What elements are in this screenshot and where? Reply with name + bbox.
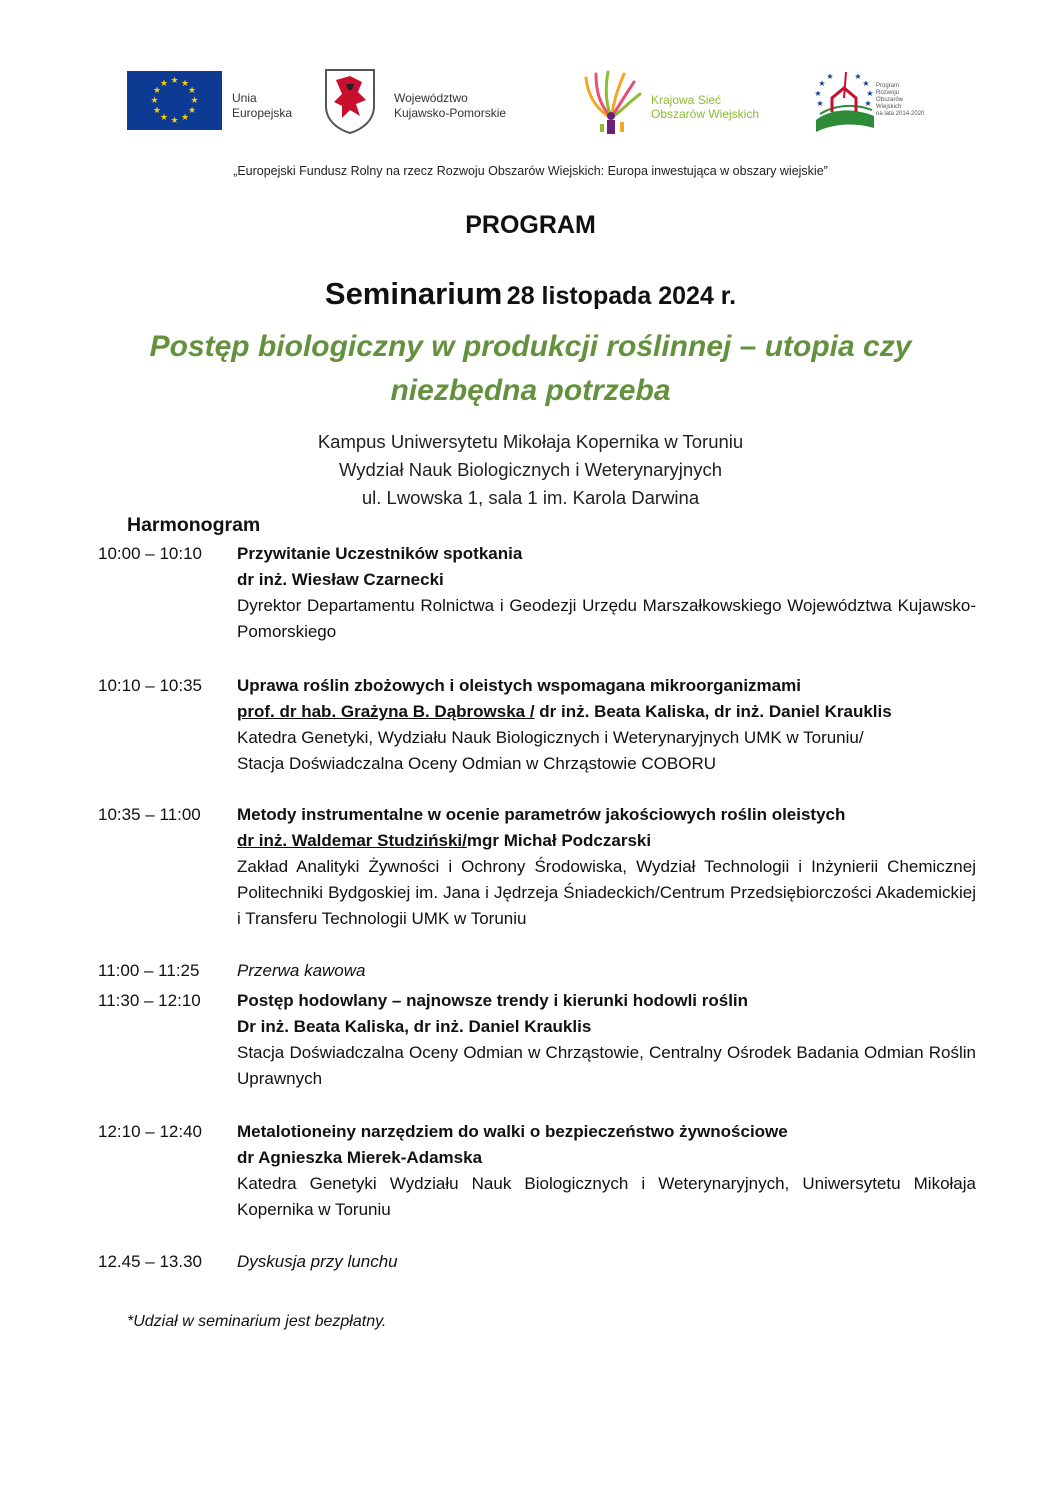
schedule-time: 12:10 – 12:40 [98,1122,202,1141]
schedule-speaker-rest: mgr Michał Podczarski [466,831,652,850]
eu-logo-text: Unia Europejska [232,91,293,120]
seminar-subtitle: Postęp biologiczny w produkcji roślinnej – utopia czy niezbędna potrzeba [149,330,912,407]
svg-text:★: ★ [150,96,159,106]
schedule-affiliation: Katedra Genetyki Wydziału Nauk Biologicznych i Weterynaryjnych, Uniwersytetu Mikołaja Kopernika w Toruniu [237,1174,976,1219]
logo-strip [0,66,1061,138]
svg-text:★: ★ [180,79,190,89]
schedule-speaker-lead: dr inż. Waldemar Studziński/ [237,831,467,850]
schedule-affiliation: Stacja Doświadczalna Oceny Odmian w Chrząstowie COBORU [237,754,717,773]
schedule-time: 10:10 – 10:35 [98,676,202,695]
svg-text:★: ★ [170,76,179,86]
schedule-title: Przerwa kawowa [237,961,366,980]
svg-text:★: ★ [826,72,834,81]
fund-tagline: „Europejski Fundusz Rolny na rzecz Rozwoju Obszarów Wiejskich: Europa inwestująca w obszary wiejskie” [233,164,828,178]
svg-text:★: ★ [152,106,162,116]
venue-line: ul. Lwowska 1, sala 1 im. Karola Darwina [361,487,700,508]
schedule-time: 12.45 – 13.30 [98,1252,202,1271]
svg-text:★: ★ [187,106,197,116]
svg-text:★: ★ [170,116,179,126]
svg-text:★: ★ [854,72,862,81]
venue-block [0,428,1061,512]
schedule-speaker: dr inż. Wiesław Czarnecki [237,570,444,589]
schedule-affiliation: Stacja Doświadczalna Oceny Odmian w Chrząstowie, Centralny Ośrodek Badania Odmian Roślin Uprawnych [237,1043,976,1088]
schedule-time: 10:35 – 11:00 [98,805,201,824]
prow-logo-text: Program Rozwoju Obszarów Wiejskich na lata 2014-2020 [876,83,925,117]
ksow-logo-icon [578,68,648,138]
schedule-speakers [237,699,976,725]
schedule-affiliation: Katedra Genetyki, Wydziału Nauk Biologicznych i Weterynaryjnych UMK w Toruniu/ [237,728,864,747]
schedule-title: Przywitanie Uczestników spotkania [237,544,523,563]
schedule-title: Metalotioneiny narzędziem do walki o bezpieczeństwo żywnościowe [237,1122,788,1141]
svg-text:★: ★ [152,86,162,96]
seminar-date: 28 listopada 2024 r. [506,282,737,310]
svg-text:★: ★ [159,113,169,123]
footnote: *Udział w seminarium jest bezpłatny. [127,1313,387,1330]
svg-text:★: ★ [816,99,824,108]
schedule-heading: Harmonogram [127,514,261,536]
venue-line: Kampus Uniwersytetu Mikołaja Kopernika w Toruniu [317,431,744,452]
schedule-title: Metody instrumentalne w ocenie parametrów jakościowych roślin oleistych [237,805,846,824]
svg-text:★: ★ [187,86,197,96]
schedule-affiliation: Dyrektor Departamentu Rolnictwa i Geodezji Urzędu Marszałkowskiego Województwa Kujawsko-Pomorskiego [237,596,976,641]
schedule-affiliation: Zakład Analityki Żywności i Ochrony Środowiska, Wydział Technologii i Inżynierii Chemicznej Politechniki Bydgoskiej im. Jana i Jędrzeja Śniadeckich/Centrum Przedsiębiorczości Akademickiej i Transferu Technologii UMK w Toruniu [237,857,976,928]
program-heading: PROGRAM [465,211,596,239]
seminar-heading [0,276,1061,312]
ksow-logo-text: Krajowa Sieć Obszarów Wiejskich [651,93,760,121]
schedule-time: 11:00 – 11:25 [98,961,200,980]
schedule-title: Dyskusja przy lunchu [237,1252,398,1271]
schedule-title: Uprawa roślin zbożowych i oleistych wspomagana mikroorganizmami [237,676,801,695]
svg-text:★: ★ [159,79,169,89]
wojewodztwo-logo-text: Województwo Kujawsko-Pomorskie [394,91,507,120]
schedule-speaker-rest: dr inż. Beata Kaliska, dr inż. Daniel Krauklis [534,702,892,721]
kujawsko-pomorskie-crest-icon [322,66,378,134]
schedule-time: 11:30 – 12:10 [98,991,201,1010]
svg-text:★: ★ [190,96,199,106]
svg-text:★: ★ [864,99,872,108]
schedule-speaker: Dr inż. Beata Kaliska, dr inż. Daniel Krauklis [237,1017,592,1036]
svg-text:★: ★ [180,113,190,123]
svg-text:★: ★ [814,89,822,98]
schedule-speakers [237,828,976,854]
schedule-speaker: dr Agnieszka Mierek-Adamska [237,1148,483,1167]
svg-text:★: ★ [862,79,870,88]
eu-flag-icon [127,71,222,130]
venue-line: Wydział Nauk Biologicznych i Weterynaryjnych [339,459,722,480]
svg-text:★: ★ [866,89,874,98]
schedule-title: Postęp hodowlany – najnowsze trendy i kierunki hodowli roślin [237,991,749,1010]
schedule-speaker-lead: prof. dr hab. Grażyna B. Dąbrowska / [237,702,535,721]
svg-text:★: ★ [818,79,826,88]
schedule-time: 10:00 – 10:10 [98,544,202,563]
seminar-word: Seminarium [324,276,503,311]
